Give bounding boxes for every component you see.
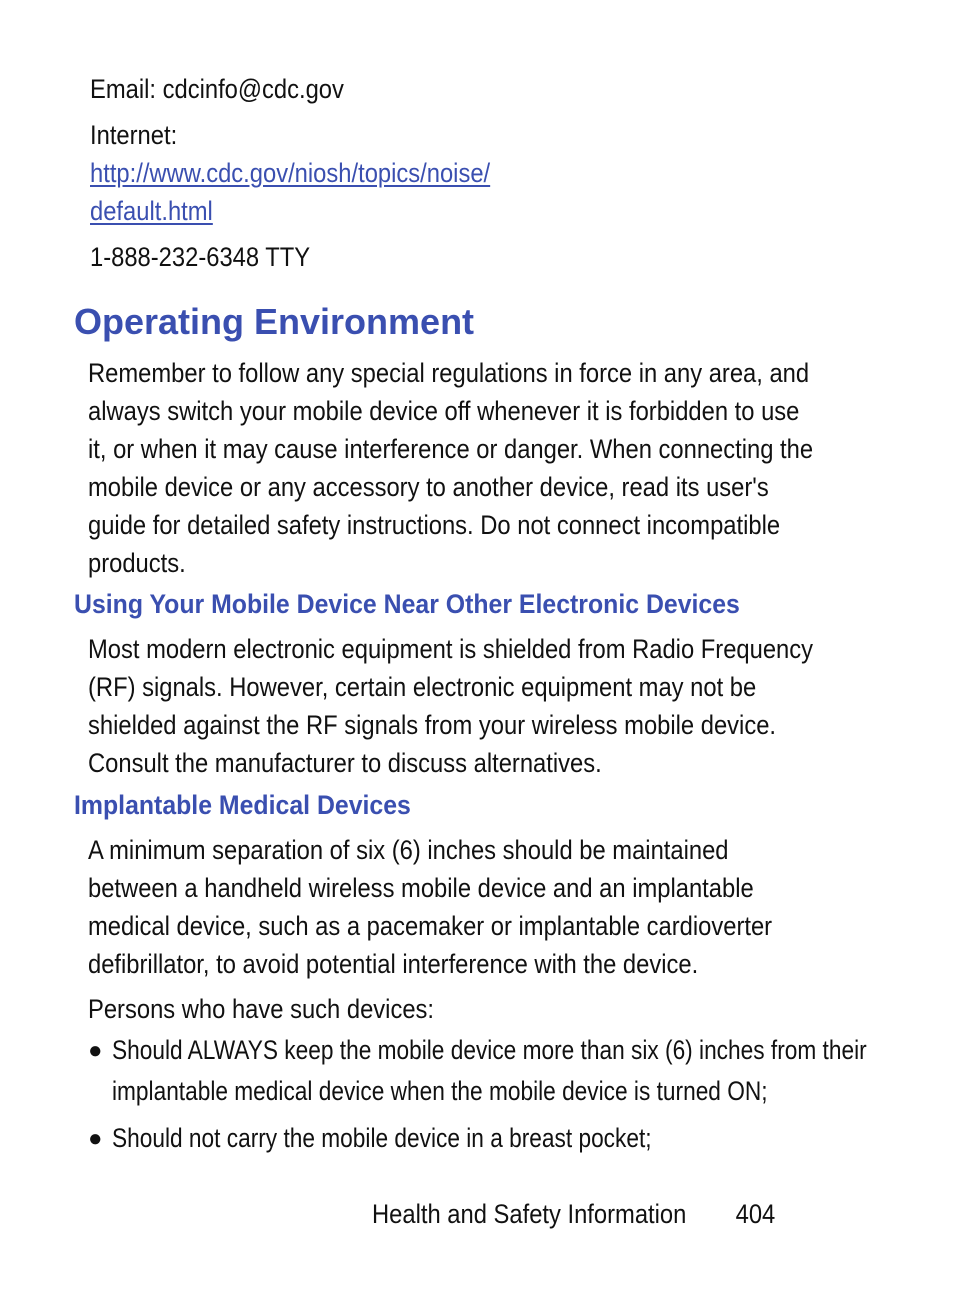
cdc-noise-link-part1[interactable]: http://www.cdc.gov/niosh/topics/noise/: [90, 158, 491, 188]
paragraph-line: Consult the manufacturer to discuss alternatives.: [88, 748, 602, 778]
operating-environment-paragraph: [88, 354, 814, 582]
paragraph-line: defibrillator, to avoid potential interference with the device.: [88, 949, 699, 979]
list-item: [88, 1118, 888, 1159]
paragraph-line: A minimum separation of six (6) inches should be maintained: [88, 835, 729, 865]
link-line-1: [90, 154, 776, 192]
paragraph-line: products.: [88, 548, 186, 578]
internet-label: Internet:: [90, 120, 178, 150]
page-number: 404: [735, 1199, 776, 1229]
phone-line: 1-888-232-6348 TTY: [90, 242, 311, 272]
persons-text: Persons who have such devices:: [88, 994, 435, 1024]
subsection-title-implantable: Implantable Medical Devices: [74, 790, 411, 820]
bullet-dot-icon: ●: [88, 1037, 103, 1064]
subsection-title-electronic-devices: Using Your Mobile Device Near Other Electronic Devices: [74, 589, 740, 619]
implantable-paragraph: [88, 831, 792, 983]
list-item-line: implantable medical device when the mobile device is turned ON;: [112, 1076, 768, 1106]
section-title: Operating Environment: [74, 301, 475, 342]
list-item-line: Should ALWAYS keep the mobile device more than six (6) inches from their: [112, 1035, 867, 1065]
persons-line: [88, 990, 792, 1028]
link-line-2: [90, 192, 776, 230]
bullet-list: [88, 1030, 888, 1159]
contact-block: [90, 70, 870, 276]
paragraph-line: always switch your mobile device off whenever it is forbidden to use: [88, 396, 800, 426]
paragraph-line: Remember to follow any special regulations in force in any area, and: [88, 358, 810, 388]
page-footer: [372, 1195, 775, 1233]
paragraph-line: shielded against the RF signals from your wireless mobile device.: [88, 710, 777, 740]
email-line: Email: cdcinfo@cdc.gov: [90, 74, 344, 104]
paragraph-line: mobile device or any accessory to another device, read its user's: [88, 472, 769, 502]
list-item-line: Should not carry the mobile device in a breast pocket;: [112, 1123, 652, 1153]
paragraph-line: Most modern electronic equipment is shielded from Radio Frequency: [88, 634, 814, 664]
paragraph-line: guide for detailed safety instructions. Do not connect incompatible: [88, 510, 781, 540]
paragraph-line: between a handheld wireless mobile device and an implantable: [88, 873, 754, 903]
electronic-devices-paragraph: [88, 630, 814, 782]
cdc-noise-link-part2[interactable]: default.html: [90, 196, 213, 226]
paragraph-line: (RF) signals. However, certain electronic equipment may not be: [88, 672, 757, 702]
paragraph-line: it, or when it may cause interference or danger. When connecting the: [88, 434, 814, 464]
bullet-dot-icon: ●: [88, 1125, 103, 1152]
footer-section-name: Health and Safety Information: [372, 1199, 687, 1229]
paragraph-line: medical device, such as a pacemaker or implantable cardioverter: [88, 911, 773, 941]
list-item: [88, 1030, 888, 1112]
